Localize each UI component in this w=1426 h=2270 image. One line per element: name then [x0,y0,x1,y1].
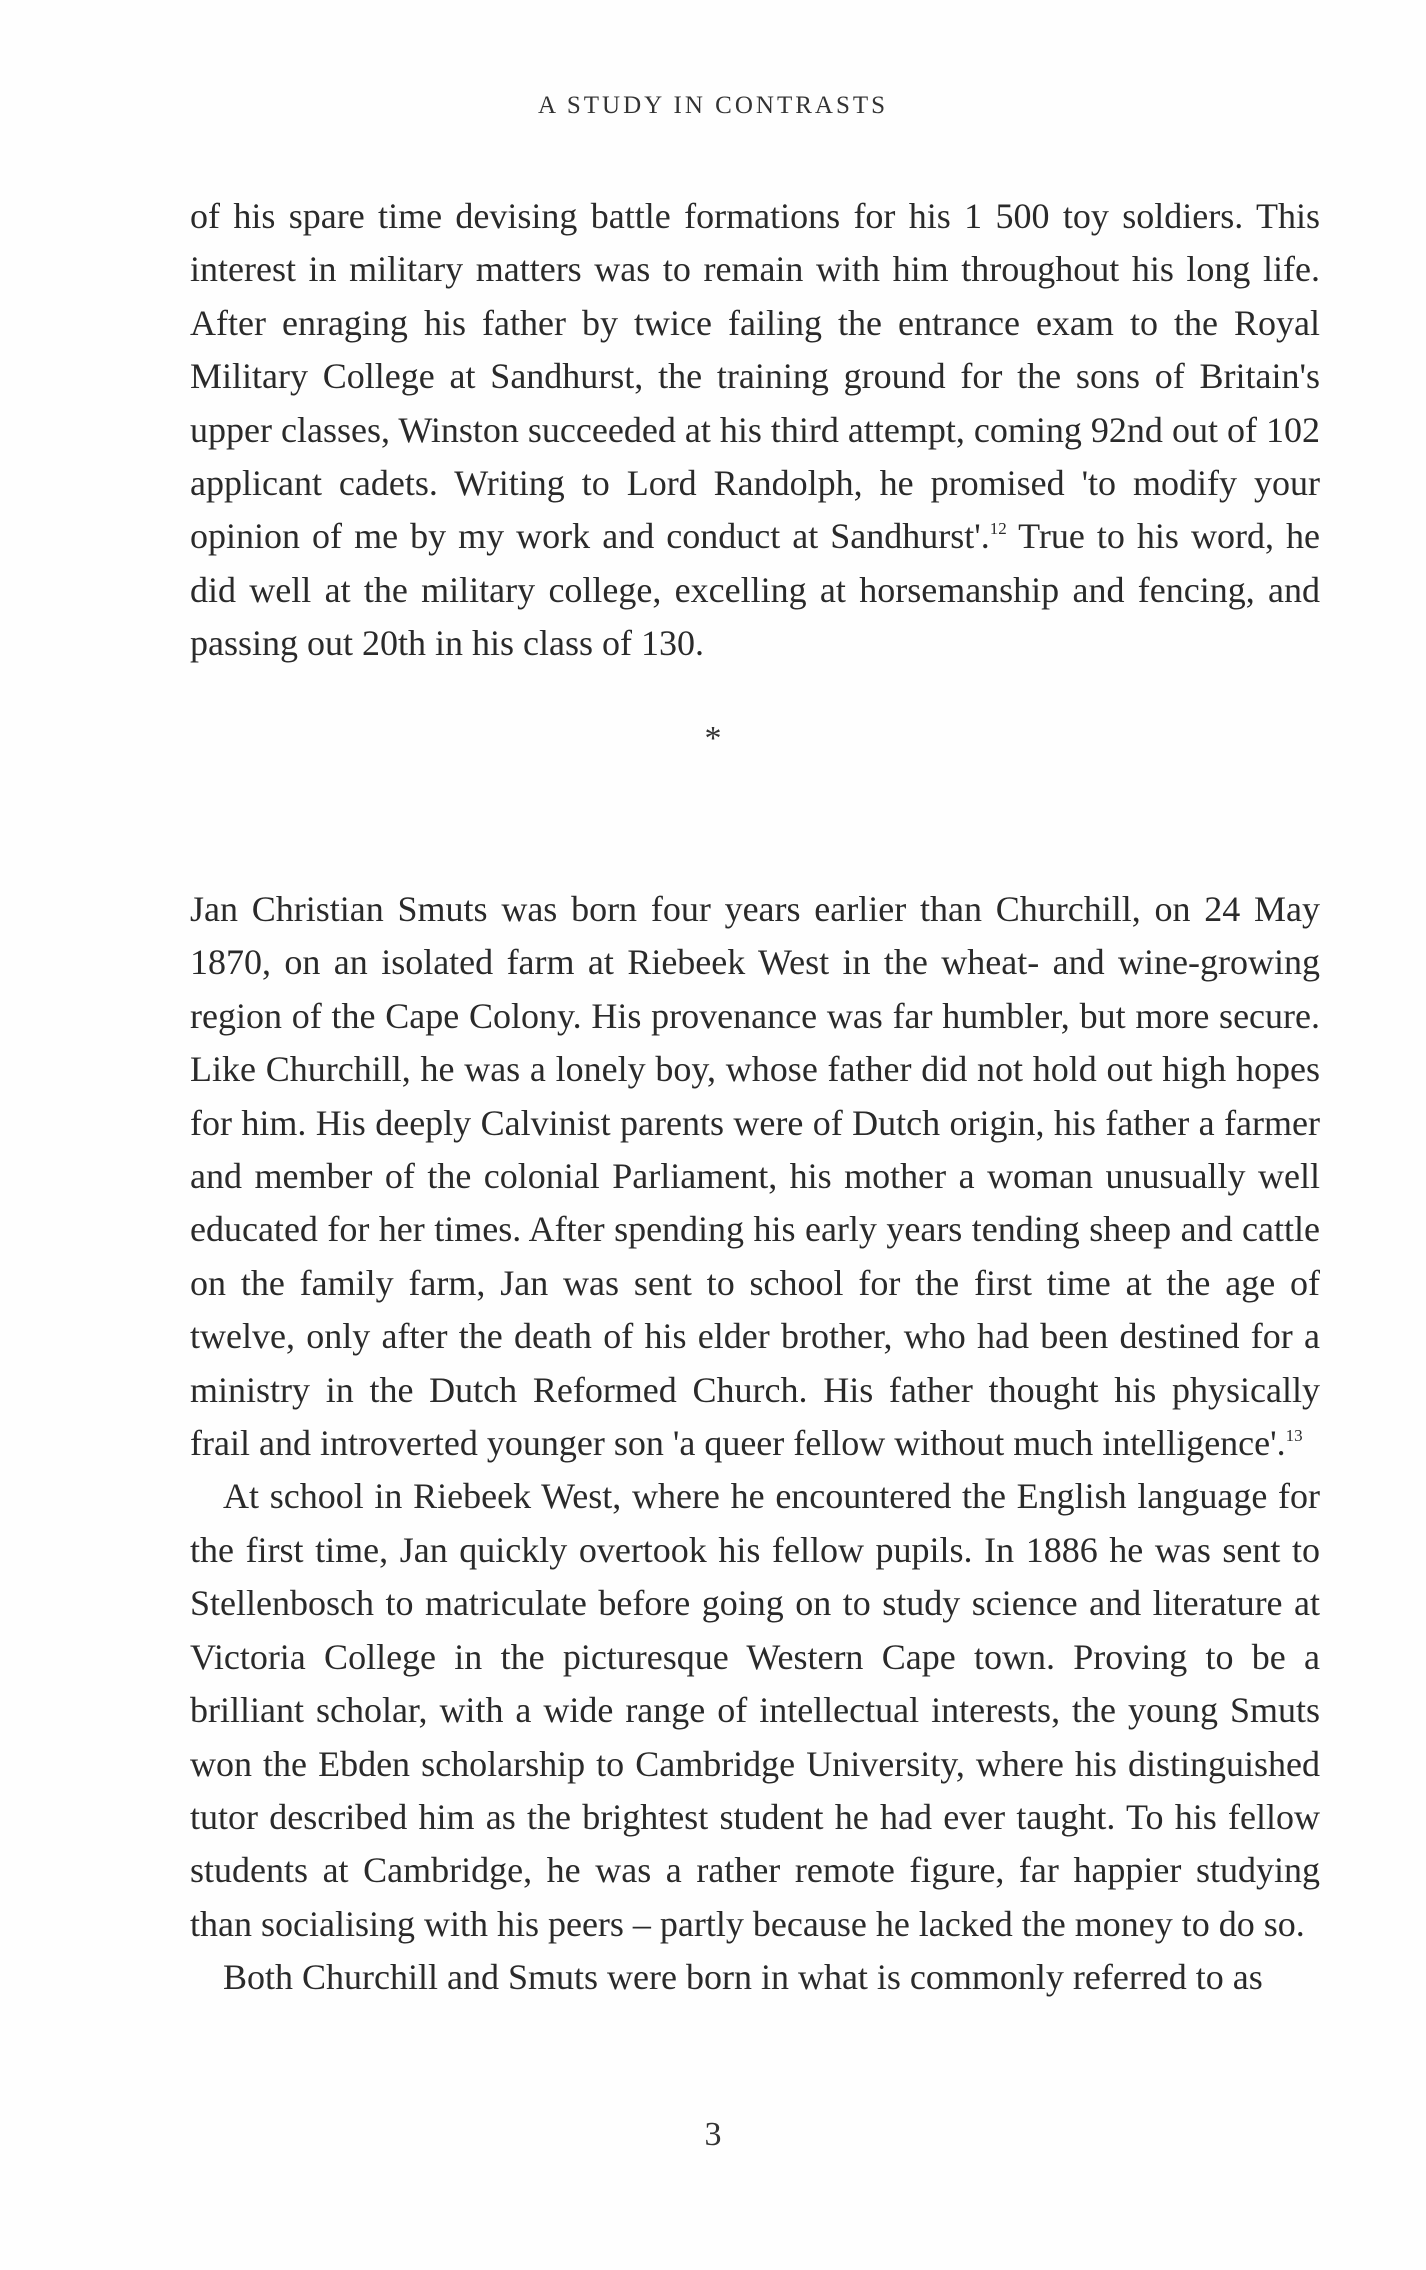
running-head: A STUDY IN CONTRASTS [537,92,889,119]
text-block-upper [190,190,1320,671]
paragraph-both-born: Both Churchill and Smuts were born in what is commonly referred to as [223,1957,1263,1998]
text-block-lower [190,883,1320,2005]
paragraph-smuts-school: At school in Riebeek West, where he encountered the English language for the first time, Jan quickly overtook his fellow pupils. In 1886 he was sent to Stellenbosch to matriculate before going on to study science and literature at Victoria College in the picturesque Western Cape town. Proving to be a brilliant scholar, with a wide range of intellectual interests, the young Smuts won the Ebden scholarship to Cambridge University, where his distinguished tutor described him as the brightest student he had ever taught. To his fellow students at Cambridge, he was a rather remote figure, far happier studying than socialising with his peers – partly because he lacked the money to do so. [190,1476,1320,1944]
footnote-marker: 12 [989,519,1007,539]
paragraph-text: True to his word, he did well at the military college, excelling at horsemanship and fencing, and passing out 20th in his class of 130. [190,516,1320,664]
paragraph-text: Jan Christian Smuts was born four years earlier than Churchill, on 24 May 1870, on an isolated farm at Riebeek West in the wheat- and wine-growing region of the Cape Colony. His provenance was far humbler, but more secure. Like Churchill, he was a lonely boy, whose father did not hold out high hopes for him. His deeply Calvinist parents were of Dutch origin, his father a farmer and member of the colonial Parliament, his mother a woman unusually well educated for her times. After spending his early years tending sheep and cattle on the family farm, Jan was sent to school for the first time at the age of twelve, only after the death of his elder brother, who had been destined for a ministry in the Dutch Reformed Church. His father thought his physically frail and introverted younger son 'a queer fellow without much intelligence'. [190,889,1320,1464]
footnote-marker: 13 [1285,1426,1303,1446]
paragraph-text: of his spare time devising battle formations for his 1 500 toy soldiers. This interest in military matters was to remain with him throughout his long life. After enraging his father by twice failing the entrance exam to the Royal Military College at Sandhurst, the training ground for the sons of Britain's upper classes, Winston succeeded at his third attempt, coming 92nd out of 102 applicant cadets. Writing to Lord Randolph, he promised 'to modify your opinion of me by my work and conduct at Sandhurst'. [190,196,1320,557]
page-number: 3 [704,2116,722,2153]
paragraph-smuts-birth [190,883,1320,1470]
paragraph-churchill-sandhurst [190,190,1320,671]
section-break-asterisk: * [704,720,722,757]
